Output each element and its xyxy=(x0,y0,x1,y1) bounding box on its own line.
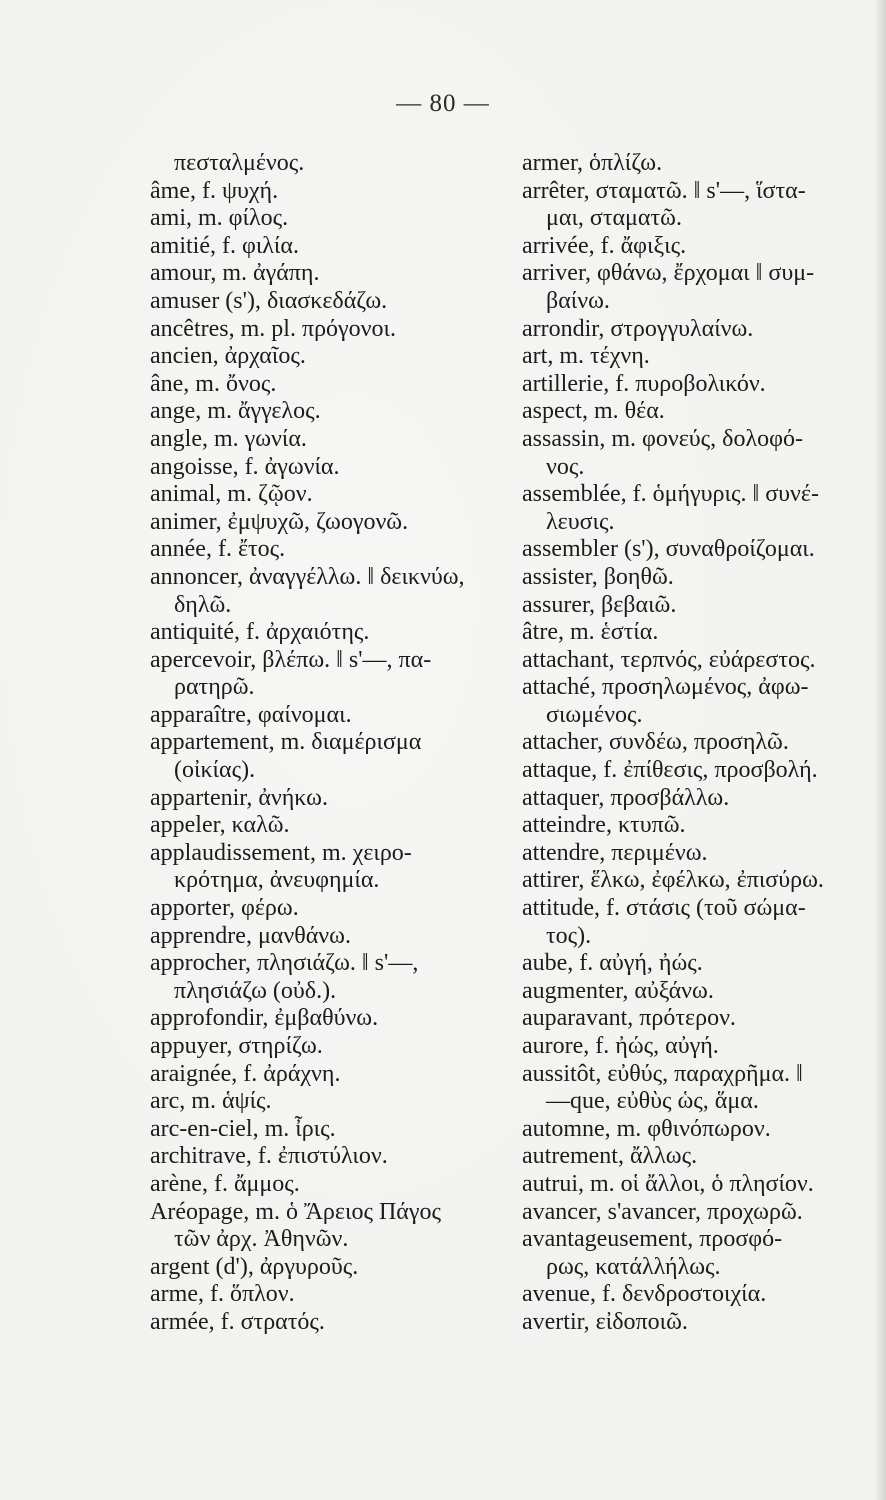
entry-line: appartenir, ἀνήκω. xyxy=(150,784,328,811)
page-edge-shadow xyxy=(874,0,886,1500)
right-column xyxy=(522,150,874,1337)
entry-line: âtre, m. ἑστία. xyxy=(522,619,659,646)
entry-line: autrement, ἄλλως. xyxy=(522,1143,698,1170)
entry-line: année, f. ἔτος. xyxy=(150,536,286,563)
entry-line: atteindre, κτυπῶ. xyxy=(522,812,686,839)
entry-line: λευσις. xyxy=(546,508,615,535)
entry-line: δηλῶ. xyxy=(174,591,232,618)
entry-line: assemblée, f. ὁμήγυρις. ‖ συνέ- xyxy=(522,481,819,508)
entry-line: attaque, f. ἐπίθεσις, προσβολή. xyxy=(522,757,818,784)
page-number: — 80 — xyxy=(396,90,490,117)
entry-line: attachant, τερπνός, εὐάρεστος. xyxy=(522,646,816,673)
entry-line: τος). xyxy=(546,922,592,949)
entry-line: attaché, προσηλωμένος, ἀφω- xyxy=(522,674,809,701)
entry-line: antiquité, f. ἀρχαιότης. xyxy=(150,619,370,646)
entry-line: autrui, m. οἱ ἄλλοι, ὁ πλησίον. xyxy=(522,1170,814,1197)
entry-line: ange, m. ἄγγελος. xyxy=(150,398,321,425)
entry-line: arriver, φθάνω, ἔρχομαι ‖ συμ- xyxy=(522,260,815,287)
entry-line: assurer, βεβαιῶ. xyxy=(522,591,677,618)
entry-line: assister, βοηθῶ. xyxy=(522,563,674,590)
entry-line: arme, f. ὅπλον. xyxy=(150,1281,295,1308)
entry-line: argent (d'), ἀργυροῦς. xyxy=(150,1253,359,1280)
entry-line: ρατηρῶ. xyxy=(174,674,255,701)
entry-line: art, m. τέχνη. xyxy=(522,343,650,370)
entry-line: architrave, f. ἐπιστύλιον. xyxy=(150,1143,388,1170)
entry-line: avantageusement, προσφό- xyxy=(522,1226,783,1253)
entry-line: arc, m. ἁψίς. xyxy=(150,1088,272,1115)
entry-line: arrêter, σταματῶ. ‖ s'—, ἵστα- xyxy=(522,177,806,204)
entry-line: annoncer, ἀναγγέλλω. ‖ δεικνύω, xyxy=(150,563,465,590)
entry-line: Aréopage, m. ὁ Ἄρειος Πάγος xyxy=(150,1198,441,1225)
entry-line: assassin, m. φονεύς, δολοφό- xyxy=(522,425,803,452)
entry-line: avenue, f. δενδροστοιχία. xyxy=(522,1281,767,1308)
entry-line: attacher, συνδέω, προσηλῶ. xyxy=(522,729,789,756)
entry-line: ancien, ἀρχαῖος. xyxy=(150,343,306,370)
entry-line: auparavant, πρότερον. xyxy=(522,1005,736,1032)
entry-line: βαίνω. xyxy=(546,287,610,314)
entry-line: apporter, φέρω. xyxy=(150,895,299,922)
entry-line: aussitôt, εὐθύς, παραχρῆμα. ‖ xyxy=(522,1060,803,1087)
left-column xyxy=(150,150,510,1337)
entry-line: arc-en-ciel, m. ἶρις. xyxy=(150,1115,336,1142)
entry-line: apparaître, φαίνομαι. xyxy=(150,701,352,728)
entry-line: aube, f. αὐγή, ἠώς. xyxy=(522,950,703,977)
entry-line: μαι, σταματῶ. xyxy=(546,205,682,232)
entry-line: augmenter, αὐξάνω. xyxy=(522,977,714,1004)
entry-line: avertir, εἰδοποιῶ. xyxy=(522,1308,688,1335)
entry-line: appeler, καλῶ. xyxy=(150,812,290,839)
entry-line: armée, f. στρατός. xyxy=(150,1308,325,1335)
entry-line: ami, m. φίλος. xyxy=(150,205,289,232)
entry-line: attaquer, προσβάλλω. xyxy=(522,784,730,811)
entry-line: arène, f. ἄμμος. xyxy=(150,1170,300,1197)
entry-line: artillerie, f. πυροβολικόν. xyxy=(522,370,766,397)
entry-line: aurore, f. ἠώς, αὐγή. xyxy=(522,1033,719,1059)
entry-line: attendre, περιμένω. xyxy=(522,839,708,866)
entry-line: animal, m. ζῷον. xyxy=(150,481,313,508)
entry-line: attitude, f. στάσις (τοῦ σώμα- xyxy=(522,895,806,922)
entry-line: τῶν ἀρχ. Ἀθηνῶν. xyxy=(174,1226,349,1253)
entry-line: angoisse, f. ἀγωνία. xyxy=(150,453,340,480)
entry-line: avancer, s'avancer, προχωρῶ. xyxy=(522,1198,803,1225)
entry-line: appartement, m. διαμέρισμα xyxy=(150,729,422,756)
entry-line: angle, m. γωνία. xyxy=(150,425,307,452)
entry-line: πλησιάζω (οὐδ.). xyxy=(174,977,337,1004)
entry-line: arrondir, στρογγυλαίνω. xyxy=(522,315,754,342)
entry-line: araignée, f. ἀράχνη. xyxy=(150,1060,341,1087)
entry-line: approfondir, ἐμβαθύνω. xyxy=(150,1005,379,1032)
entry-line: —que, εὐθὺς ὡς, ἅμα. xyxy=(546,1088,759,1115)
entry-line: amuser (s'), διασκεδάζω. xyxy=(150,287,388,314)
entry-line: (οἰκίας). xyxy=(174,757,256,784)
entry-line: âne, m. ὄνος. xyxy=(150,370,277,397)
entry-line: amour, m. ἀγάπη. xyxy=(150,260,320,287)
entry-line: approcher, πλησιάζω. ‖ s'—, xyxy=(150,950,419,977)
entry-line: apprendre, μανθάνω. xyxy=(150,922,351,949)
entry-line: apercevoir, βλέπω. ‖ s'—, πα- xyxy=(150,646,432,673)
entry-line: armer, ὁπλίζω. xyxy=(522,150,663,176)
entry-line: κρότημα, ἀνευφημία. xyxy=(174,867,380,894)
entry-line: applaudissement, m. χειρο- xyxy=(150,839,412,866)
entry-line: aspect, m. θέα. xyxy=(522,398,665,425)
entry-line: assembler (s'), συναθροίζομαι. xyxy=(522,536,815,563)
entry-line: σιωμένος. xyxy=(546,701,643,728)
entry-line: ancêtres, m. pl. πρόγονοι. xyxy=(150,315,396,342)
entry-line: automne, m. φθινόπωρον. xyxy=(522,1115,771,1142)
entry-line: ρως, κατάλλήλως. xyxy=(546,1253,721,1280)
entry-line: πεσταλμένος. xyxy=(174,150,305,176)
entry-line: animer, ἐμψυχῶ, ζωογονῶ. xyxy=(150,508,409,535)
entry-line: appuyer, στηρίζω. xyxy=(150,1033,323,1059)
entry-line: amitié, f. φιλία. xyxy=(150,232,299,259)
entry-line: νος. xyxy=(546,453,585,480)
entry-line: attirer, ἕλκω, ἐφέλκω, ἐπισύρω. xyxy=(522,867,824,894)
entry-line: âme, f. ψυχή. xyxy=(150,177,279,204)
entry-line: arrivée, f. ἄφιξις. xyxy=(522,232,687,259)
